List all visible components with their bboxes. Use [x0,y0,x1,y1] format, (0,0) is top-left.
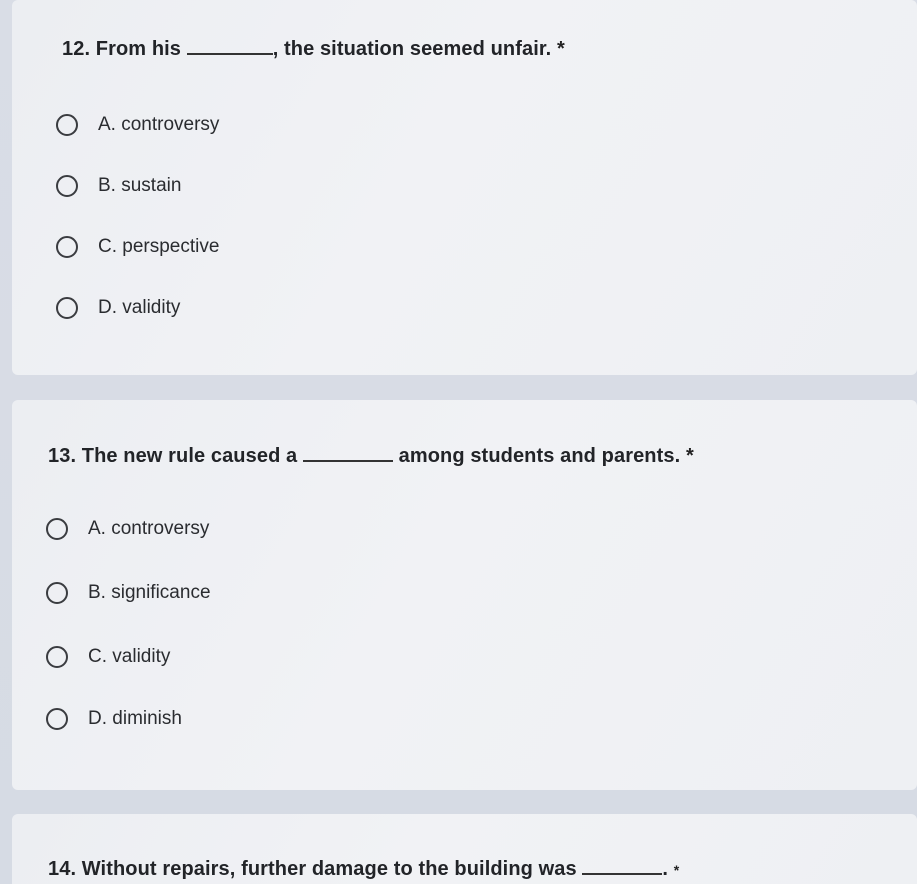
option-label: C. validity [88,646,171,667]
question-title-12 [62,38,565,61]
question-text-before: 13. The new rule caused a [48,445,298,467]
question-text-before: 14. Without repairs, further damage to the building was [48,858,577,880]
option-13-c[interactable] [46,646,170,668]
radio-button[interactable] [46,518,68,540]
option-12-d[interactable] [56,297,180,319]
option-13-b[interactable] [46,582,211,604]
question-text-after: among students and parents. [398,445,681,467]
question-title-14 [48,858,679,881]
option-label: A. controversy [98,114,220,135]
option-12-a[interactable] [56,114,219,136]
question-card-12 [12,0,917,375]
required-asterisk: * [673,862,680,878]
option-label: D. validity [98,297,181,318]
required-asterisk: * [685,445,694,467]
option-12-b[interactable] [56,175,181,197]
option-12-c[interactable] [56,236,219,258]
option-label: A. controversy [88,518,210,539]
option-label: D. diminish [88,708,182,729]
radio-button[interactable] [56,297,78,319]
radio-button[interactable] [46,646,68,668]
question-text-after: . [662,858,669,880]
question-title-13 [48,445,694,468]
required-asterisk: * [556,38,565,60]
radio-button[interactable] [56,175,78,197]
question-text-before: 12. From his [62,38,182,60]
answer-blank [303,446,393,462]
answer-blank [582,859,662,875]
answer-blank [187,39,273,55]
radio-button[interactable] [46,582,68,604]
option-label: B. sustain [98,175,182,196]
option-13-d[interactable] [46,708,182,730]
question-card-13 [12,400,917,790]
radio-button[interactable] [56,236,78,258]
option-label: C. perspective [98,236,220,257]
radio-button[interactable] [56,114,78,136]
option-label: B. significance [88,582,211,603]
radio-button[interactable] [46,708,68,730]
question-card-14 [12,814,917,884]
option-13-a[interactable] [46,518,209,540]
question-text-after: , the situation seemed unfair. [272,38,552,60]
